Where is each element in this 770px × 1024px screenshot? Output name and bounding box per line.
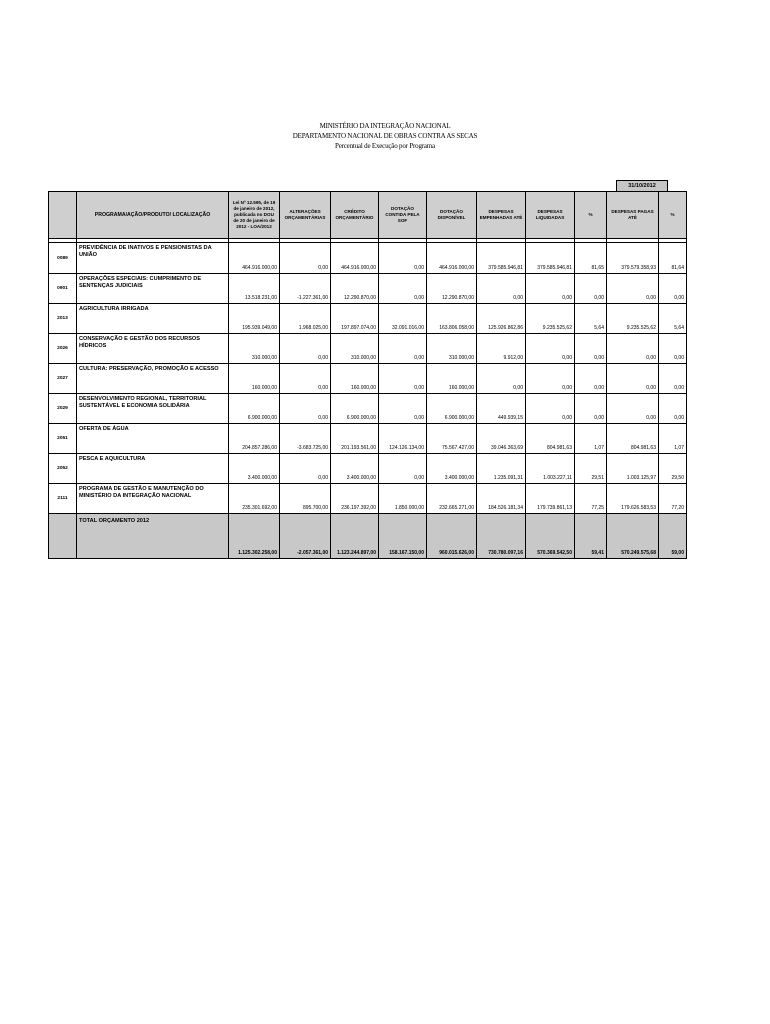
total-pag: 570.249.575,68 xyxy=(607,514,659,559)
value-pag: 0,00 xyxy=(607,274,659,304)
value-cred: 201.193.561,00 xyxy=(331,424,379,454)
program-code: 2051 xyxy=(49,424,77,454)
value-p2: 81,64 xyxy=(659,243,687,274)
program-description: CONSERVAÇÃO E GESTÃO DOS RECURSOS HÍDRICOS xyxy=(77,334,229,364)
program-description: PREVIDÊNCIA DE INATIVOS E PENSIONISTAS DA UNIÃO xyxy=(77,243,229,274)
total-label: TOTAL ORÇAMENTO 2012 xyxy=(77,514,229,559)
value-lei: 464.916.000,00 xyxy=(229,243,280,274)
value-p1: 81,65 xyxy=(575,243,607,274)
value-liq: 379.585.946,81 xyxy=(526,243,575,274)
total-disp: 960.015.626,00 xyxy=(427,514,477,559)
program-code: 0901 xyxy=(49,274,77,304)
table-header-row xyxy=(49,192,687,239)
header-contida: DOTAÇÃO CONTIDA PELA SOF xyxy=(379,192,427,239)
total-cred: 1.123.244.897,00 xyxy=(331,514,379,559)
program-description: PESCA E AQUICULTURA xyxy=(77,454,229,484)
value-cred: 3.400.000,00 xyxy=(331,454,379,484)
total-p1: 59,41 xyxy=(575,514,607,559)
program-description: PROGRAMA DE GESTÃO E MANUTENÇÃO DO MINISTÉRIO DA INTEGRAÇÃO NACIONAL xyxy=(77,484,229,514)
program-description: DESENVOLVIMENTO REGIONAL, TERRITORIAL SUSTENTÁVEL E ECONOMIA SOLIDÁRIA xyxy=(77,394,229,424)
program-code: 2052 xyxy=(49,454,77,484)
value-lei: 13.518.231,00 xyxy=(229,274,280,304)
program-description: CULTURA: PRESERVAÇÃO, PROMOÇÃO E ACESSO xyxy=(77,364,229,394)
total-lei: 1.125.302.258,00 xyxy=(229,514,280,559)
value-p1: 77,25 xyxy=(575,484,607,514)
department-title: DEPARTAMENTO NACIONAL DE OBRAS CONTRA AS SECAS xyxy=(292,132,478,140)
value-alt: -3.683.725,00 xyxy=(280,424,331,454)
value-disp: 6.900.000,00 xyxy=(427,394,477,424)
total-alt: -2.057.361,00 xyxy=(280,514,331,559)
value-alt: -1.227.361,00 xyxy=(280,274,331,304)
value-p1: 5,64 xyxy=(575,304,607,334)
table-row xyxy=(49,274,687,304)
header-empenhadas: DESPESAS EMPENHADAS ATÉ xyxy=(477,192,526,239)
value-pag: 0,00 xyxy=(607,334,659,364)
value-p2: 1,07 xyxy=(659,424,687,454)
program-description: OPERAÇÕES ESPECIAIS: CUMPRIMENTO DE SENTENÇAS JUDICIAIS xyxy=(77,274,229,304)
header-code xyxy=(49,192,77,239)
ministry-title: MINISTÉRIO DA INTEGRAÇÃO NACIONAL xyxy=(319,122,451,130)
value-alt: 0,00 xyxy=(280,454,331,484)
value-lei: 160.000,00 xyxy=(229,364,280,394)
value-lei: 204.857.286,00 xyxy=(229,424,280,454)
program-code: 2026 xyxy=(49,334,77,364)
value-cred: 197.897.074,00 xyxy=(331,304,379,334)
value-alt: 895.700,00 xyxy=(280,484,331,514)
total-p2: 59,00 xyxy=(659,514,687,559)
value-cont: 32.091.016,00 xyxy=(379,304,427,334)
value-liq: 179.739.861,13 xyxy=(526,484,575,514)
value-liq: 9.235.525,62 xyxy=(526,304,575,334)
value-p1: 0,00 xyxy=(575,364,607,394)
value-cont: 0,00 xyxy=(379,334,427,364)
value-p2: 0,00 xyxy=(659,364,687,394)
value-pag: 804.981,63 xyxy=(607,424,659,454)
value-p1: 29,51 xyxy=(575,454,607,484)
table-row xyxy=(49,243,687,274)
value-cont: 0,00 xyxy=(379,243,427,274)
value-disp: 163.806.058,00 xyxy=(427,304,477,334)
value-p2: 29,50 xyxy=(659,454,687,484)
value-emp: 0,00 xyxy=(477,364,526,394)
program-code: 2013 xyxy=(49,304,77,334)
value-p1: 0,00 xyxy=(575,394,607,424)
value-cont: 0,00 xyxy=(379,364,427,394)
header-liquidadas: DESPESAS LIQUIDADAS xyxy=(526,192,575,239)
total-cont: 158.167.150,00 xyxy=(379,514,427,559)
value-liq: 0,00 xyxy=(526,394,575,424)
value-alt: 0,00 xyxy=(280,334,331,364)
report-subtitle: Percentual de Execução por Programa xyxy=(335,142,435,150)
report-date: 31/10/2012 xyxy=(616,180,668,192)
program-code: 2029 xyxy=(49,394,77,424)
value-emp: 1.235.091,31 xyxy=(477,454,526,484)
value-pag: 379.579.358,93 xyxy=(607,243,659,274)
header-pct-pagas: % xyxy=(659,192,687,239)
table-row xyxy=(49,394,687,424)
value-cont: 0,00 xyxy=(379,454,427,484)
value-cont: 1.850.000,00 xyxy=(379,484,427,514)
value-cred: 160.000,00 xyxy=(331,364,379,394)
value-p1: 0,00 xyxy=(575,334,607,364)
program-description: AGRICULTURA IRRIGADA xyxy=(77,304,229,334)
value-cred: 236.197.392,00 xyxy=(331,484,379,514)
value-disp: 160.000,00 xyxy=(427,364,477,394)
value-p2: 5,64 xyxy=(659,304,687,334)
value-cont: 0,00 xyxy=(379,274,427,304)
value-liq: 0,00 xyxy=(526,274,575,304)
header-disponivel: DOTAÇÃO DISPONÍVEL xyxy=(427,192,477,239)
header-alteracoes: ALTERAÇÕES ORÇAMENTÁRIAS xyxy=(280,192,331,239)
table-row xyxy=(49,454,687,484)
program-code: 2027 xyxy=(49,364,77,394)
table-row xyxy=(49,304,687,334)
value-emp: 39.046.363,69 xyxy=(477,424,526,454)
header-pct-liquidadas: % xyxy=(575,192,607,239)
value-lei: 3.400.000,00 xyxy=(229,454,280,484)
value-p2: 0,00 xyxy=(659,334,687,364)
total-code xyxy=(49,514,77,559)
value-emp: 0,00 xyxy=(477,274,526,304)
total-row xyxy=(49,514,687,559)
value-disp: 232.665.271,00 xyxy=(427,484,477,514)
value-emp: 379.585.946,81 xyxy=(477,243,526,274)
value-alt: 1.968.025,00 xyxy=(280,304,331,334)
value-liq: 0,00 xyxy=(526,334,575,364)
value-disp: 310.000,00 xyxy=(427,334,477,364)
value-lei: 310.000,00 xyxy=(229,334,280,364)
value-disp: 12.290.870,00 xyxy=(427,274,477,304)
value-cont: 0,00 xyxy=(379,394,427,424)
header-lei: Lei Nº 12.595, de 19 de janeiro de 2012, publicada no DOU de 20 de janeiro de 2012 - LOA/2012 xyxy=(229,192,280,239)
value-pag: 0,00 xyxy=(607,394,659,424)
value-lei: 235.301.692,00 xyxy=(229,484,280,514)
value-p1: 0,00 xyxy=(575,274,607,304)
total-liq: 570.369.542,50 xyxy=(526,514,575,559)
value-alt: 0,00 xyxy=(280,364,331,394)
execution-table xyxy=(48,191,687,559)
value-p2: 0,00 xyxy=(659,274,687,304)
table-row xyxy=(49,334,687,364)
value-alt: 0,00 xyxy=(280,243,331,274)
table-row xyxy=(49,424,687,454)
value-emp: 9.912,00 xyxy=(477,334,526,364)
table-row xyxy=(49,484,687,514)
value-cred: 464.916.000,00 xyxy=(331,243,379,274)
value-pag: 179.626.583,53 xyxy=(607,484,659,514)
value-emp: 184.526.181,34 xyxy=(477,484,526,514)
value-p2: 0,00 xyxy=(659,394,687,424)
value-lei: 6.900.000,00 xyxy=(229,394,280,424)
value-p2: 77,20 xyxy=(659,484,687,514)
value-liq: 804.981,63 xyxy=(526,424,575,454)
program-description: OFERTA DE ÁGUA xyxy=(77,424,229,454)
value-cont: 124.126.134,00 xyxy=(379,424,427,454)
value-liq: 1.003.227,11 xyxy=(526,454,575,484)
program-code: 0089 xyxy=(49,243,77,274)
value-disp: 3.400.000,00 xyxy=(427,454,477,484)
value-lei: 195.939.049,00 xyxy=(229,304,280,334)
value-pag: 1.003.125,97 xyxy=(607,454,659,484)
value-alt: 0,00 xyxy=(280,394,331,424)
value-pag: 9.235.525,62 xyxy=(607,304,659,334)
header-pagas: DESPESAS PAGAS ATÉ xyxy=(607,192,659,239)
total-emp: 730.780.097,16 xyxy=(477,514,526,559)
header-credito: CRÉDITO ORÇAMENTÁRIO xyxy=(331,192,379,239)
value-cred: 6.900.000,00 xyxy=(331,394,379,424)
value-cred: 310.000,00 xyxy=(331,334,379,364)
value-disp: 75.567.427,00 xyxy=(427,424,477,454)
value-emp: 449.939,15 xyxy=(477,394,526,424)
value-emp: 125.926.862,86 xyxy=(477,304,526,334)
value-p1: 1,07 xyxy=(575,424,607,454)
program-code: 2111 xyxy=(49,484,77,514)
value-liq: 0,00 xyxy=(526,364,575,394)
value-cred: 12.290.870,00 xyxy=(331,274,379,304)
value-pag: 0,00 xyxy=(607,364,659,394)
header-program: PROGRAMA/AÇÃO/PRODUTO/ LOCALIZAÇÃO xyxy=(77,192,229,239)
value-disp: 464.916.000,00 xyxy=(427,243,477,274)
table-row xyxy=(49,364,687,394)
